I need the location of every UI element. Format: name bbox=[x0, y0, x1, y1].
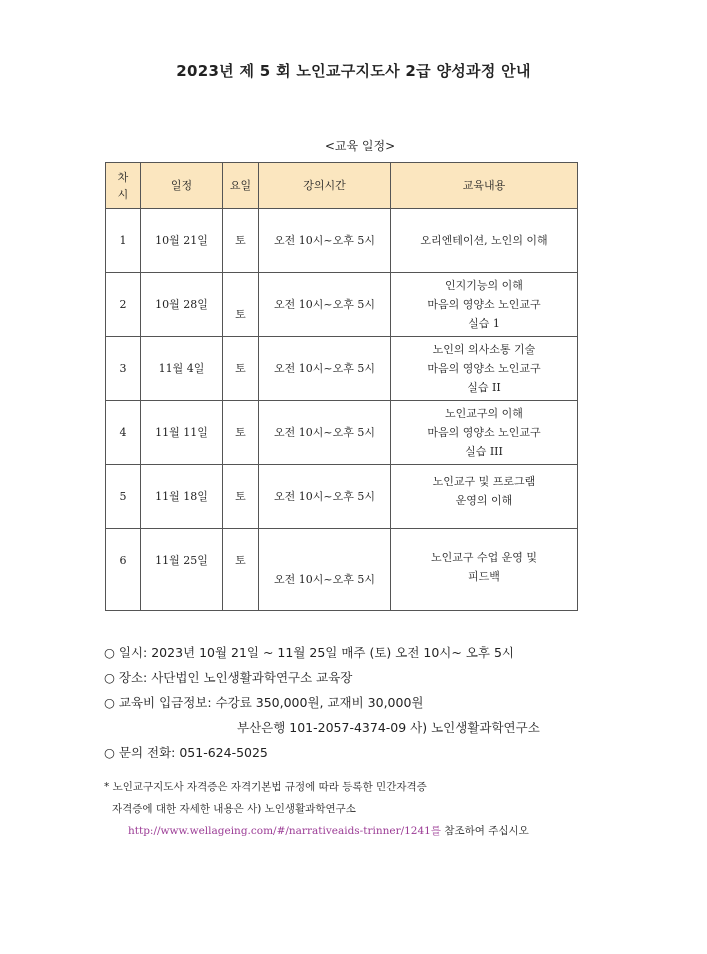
cell-day-text: 토 bbox=[235, 308, 246, 321]
document-title: 2023년 제 5 회 노인교구지도사 2급 양성과정 안내 bbox=[176, 62, 531, 80]
info-phone: ○ 문의 전화: 051-624-5025 bbox=[104, 745, 268, 760]
certificate-note bbox=[104, 776, 529, 842]
table-row bbox=[106, 465, 578, 529]
note-suffix: 참조하여 주십시오 bbox=[441, 825, 529, 837]
cell-session: 4 bbox=[106, 401, 141, 465]
header-content: 교육내용 bbox=[391, 163, 578, 209]
cell-time: 오전 10시~오후 5시 bbox=[259, 209, 391, 273]
cell-content: 인지기능의 이해 마음의 영양소 노인교구 실습 1 bbox=[391, 273, 578, 337]
cell-content: 노인교구의 이해 마음의 영양소 노인교구 실습 III bbox=[391, 401, 578, 465]
info-fee: ○ 교육비 입금정보: 수강료 350,000원, 교재비 30,000원 bbox=[104, 695, 424, 710]
note-line3 bbox=[104, 820, 529, 842]
cell-content-text: 노인교구 및 프로그램 운영의 이해 bbox=[432, 474, 536, 507]
cell-time: 오전 10시~오후 5시 bbox=[259, 273, 391, 337]
cell-content: 오리엔테이션, 노인의 이해 bbox=[391, 209, 578, 273]
cell-date: 11월 4일 bbox=[141, 337, 223, 401]
header-session: 차 시 bbox=[106, 163, 141, 209]
cell-date-text: 11월 25일 bbox=[155, 554, 208, 567]
cell-time-text: 오전 10시~오후 5시 bbox=[274, 573, 375, 586]
info-bank: 부산은행 101-2057-4374-09 사) 노인생활과학연구소 bbox=[237, 720, 540, 735]
cell-time bbox=[259, 529, 391, 611]
cell-day: 토 bbox=[223, 465, 259, 529]
cell-day bbox=[223, 273, 259, 337]
info-datetime: ○ 일시: 2023년 10월 21일 ~ 11월 25일 매주 (토) 오전 10시~ 오후 5시 bbox=[104, 645, 514, 660]
header-day: 요일 bbox=[223, 163, 259, 209]
cell-session: 2 bbox=[106, 273, 141, 337]
cell-session: 5 bbox=[106, 465, 141, 529]
table-row bbox=[106, 273, 578, 337]
header-time: 강의시간 bbox=[259, 163, 391, 209]
cell-content bbox=[391, 529, 578, 611]
note-line1: * 노인교구지도사 자격증은 자격기본법 규정에 따라 등록한 민간자격증 bbox=[104, 781, 427, 793]
table-row bbox=[106, 337, 578, 401]
cell-content: 노인의 의사소통 기술 마음의 영양소 노인교구 실습 II bbox=[391, 337, 578, 401]
cell-session: 3 bbox=[106, 337, 141, 401]
cell-time: 오전 10시~오후 5시 bbox=[259, 465, 391, 529]
cell-content-text: 노인교구 수업 운영 및 피드백 bbox=[430, 550, 538, 583]
table-row bbox=[106, 401, 578, 465]
cell-day: 토 bbox=[223, 337, 259, 401]
cell-session bbox=[106, 529, 141, 611]
cell-day: 토 bbox=[223, 209, 259, 273]
cell-session: 1 bbox=[106, 209, 141, 273]
note-url-link[interactable]: http://www.wellageing.com/#/narrativeaids-trinner/1241를 bbox=[128, 825, 441, 837]
cell-date: 11월 11일 bbox=[141, 401, 223, 465]
cell-date: 10월 28일 bbox=[141, 273, 223, 337]
table-header-row bbox=[106, 163, 578, 209]
schedule-subtitle: <교육 일정> bbox=[324, 139, 396, 153]
info-place: ○ 장소: 사단법인 노인생활과학연구소 교육장 bbox=[104, 670, 353, 685]
cell-date bbox=[141, 529, 223, 611]
cell-date: 11월 18일 bbox=[141, 465, 223, 529]
cell-time: 오전 10시~오후 5시 bbox=[259, 337, 391, 401]
header-date: 일정 bbox=[141, 163, 223, 209]
course-info bbox=[104, 640, 540, 765]
schedule-table bbox=[105, 162, 578, 611]
table-row bbox=[106, 209, 578, 273]
note-line2: 자격증에 대한 자세한 내용은 사) 노인생활과학연구소 bbox=[112, 803, 356, 815]
cell-date: 10월 21일 bbox=[141, 209, 223, 273]
cell-time: 오전 10시~오후 5시 bbox=[259, 401, 391, 465]
cell-day bbox=[223, 529, 259, 611]
cell-content bbox=[391, 465, 578, 529]
cell-day-text: 토 bbox=[235, 554, 246, 567]
cell-day: 토 bbox=[223, 401, 259, 465]
cell-session-text: 6 bbox=[119, 554, 127, 567]
table-row bbox=[106, 529, 578, 611]
